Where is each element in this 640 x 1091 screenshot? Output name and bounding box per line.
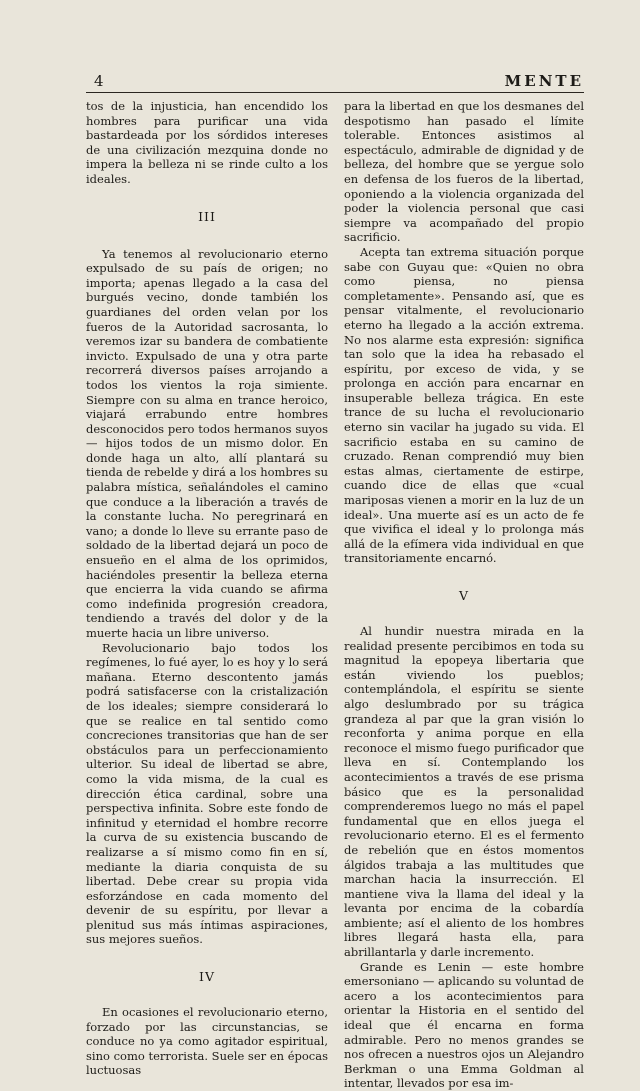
paragraph: Grande es Lenin — este hombre emersoniano — aplicando su voluntad de acero a los acontecimientos para orientar la Historia en el sentido del ideal que él encarna en forma admirable. Pero no menos grandes se nos ofrecen a nuestros ojos un Alejandro Berkman o una Emma Goldman al intentar, llevados por esa im- [344,959,584,1091]
page-number: 4 [94,72,104,90]
journal-title: MENTE [504,72,584,90]
header-rule [86,92,584,93]
paragraph: Al hundir nuestra mirada en la realidad presente percibimos en toda su magnitud la epopeya libertaria que están viviendo los pueblos; contemplándola, el espíritu se siente algo deslumbrado por su trágica grandeza al par que la gran visión lo reconforta y anima porque en ella reconoce el mismo fuego purificador que lleva en sí. Contemplando los acontecimientos a través de ese prisma básico que es la personalidad comprenderemos luego no más el papel fundamental que en ellos juega el revolucionario eterno. El es el fermento de rebelión que en éstos momentos álgidos trabaja a las multitudes que marchan hacia la insurrección. El mantiene viva la llama del ideal y la levanta por encima de la cobardía ambiente; así el aliento de los hombres libres llegará hasta ella, para abrillantarla y darle incremento. [344,624,584,960]
paragraph: En ocasiones el revolucionario eterno, forzado por las circunstancias, se conduce no ya como agitador espiritual, sino como terrorista. Suele ser en épocas luctuosas [86,1005,328,1078]
paragraph: Acepta tan extrema situación porque sabe con Guyau que: «Quien no obra como piensa, no piensa completamente». Pensando así, que es pensar vitalmente, el revolucionario eterno ha llegado a la acción extrema. No nos alarme esta expresión: significa tan solo que la idea ha rebasado el espíritu, por exceso de vida, y se prolonga en acción para encarnar en insuperable belleza trágica. En este trance de su lucha el revolucionario eterno sin vacilar ha jugado su vida. El sacrificio estaba en su camino de cruzado. Renan comprendió muy bien estas almas, ciertamente de estirpe, cuando dice de ellas que «cual mariposas vienen a morir en la luz de un ideal». Una muerte así es un acto de fe que vivifica el ideal y lo prolonga más allá de la efímera vida individual en que transitoriamente encarnó. [344,244,584,566]
section-heading-iv: IV [199,969,215,985]
paragraph: Ya tenemos al revolucionario eterno expulsado de su país de origen; no importa; apenas llegado a la casa del burgués vecino, donde también los guardianes del orden velan por los fueros de la Autoridad sacrosanta, lo veremos izar su bandera de combatiente invicto. Expulsado de una y otra parte recorrerá diversos países arrojando a todos los vientos la roja simiente. Siempre con su alma en trance heroico, viajará errabundo entre hombres desconocidos pero todos hermanos suyos — hijos todos de un mismo dolor. En donde haga un alto, allí plantará su tienda de rebelde y dirá a los hombres su palabra mística, señalándoles el camino que conduce a la liberación a través de la constante lucha. No peregrinará en vano; a donde lo lleve su errante paso de soldado de la libertad dejará un poco de ensueño en el alma de los oprimidos, haciéndoles presentir la belleza eterna que encierra la vida cuando se afirma como indefinida progresión creadora, tendiendo a través del dolor y de la muerte hacia un libre universo. [86,246,328,640]
section-heading-iii: III [198,208,216,224]
paragraph: Revolucionario bajo todos los regímenes, lo fué ayer, lo es hoy y lo será mañana. Eterno descontento jamás podrá satisfacerse con la cristalización de los ideales; siempre considerará lo que se realice en tal sentido como concreciones transitorias que han de ser obstáculos para un perfeccionamiento ulterior. Su ideal de libertad se abre, como la vida misma, de la cual es dirección ética cardinal, sobre una perspectiva infinita. Sobre este fondo de infinitud y eternidad el hombre recorre la curva de su existencia buscando de realizarse a sí mismo como fin en sí, mediante la diaria conquista de su libertad. Debe crear su propia vida esforzándose en cada momento del devenir de su espíritu, por llevar a plenitud sus más íntimas aspiraciones, sus mejores sueños. [86,640,328,947]
right-column [344,99,584,1091]
paragraph: tos de la injusticia, han encendido los hombres para purificar una vida bastardeada por los sórdidos intereses de una civilización mezquina donde no impera la belleza ni se rinde culto a los ideales. [86,99,328,186]
section-heading-v: V [458,588,470,603]
left-column [86,99,328,1078]
paragraph: para la libertad en que los desmanes del despotismo han pasado el límite tolerable. Entonces asistimos al espectáculo, admirable de dignidad y de belleza, del hombre que se yergue solo en defensa de los fueros de la libertad, oponiendo a la violencia organizada del poder la violencia personal que casi siempre va acompañado del propio sacrificio. [344,99,584,245]
page-header [86,72,584,90]
